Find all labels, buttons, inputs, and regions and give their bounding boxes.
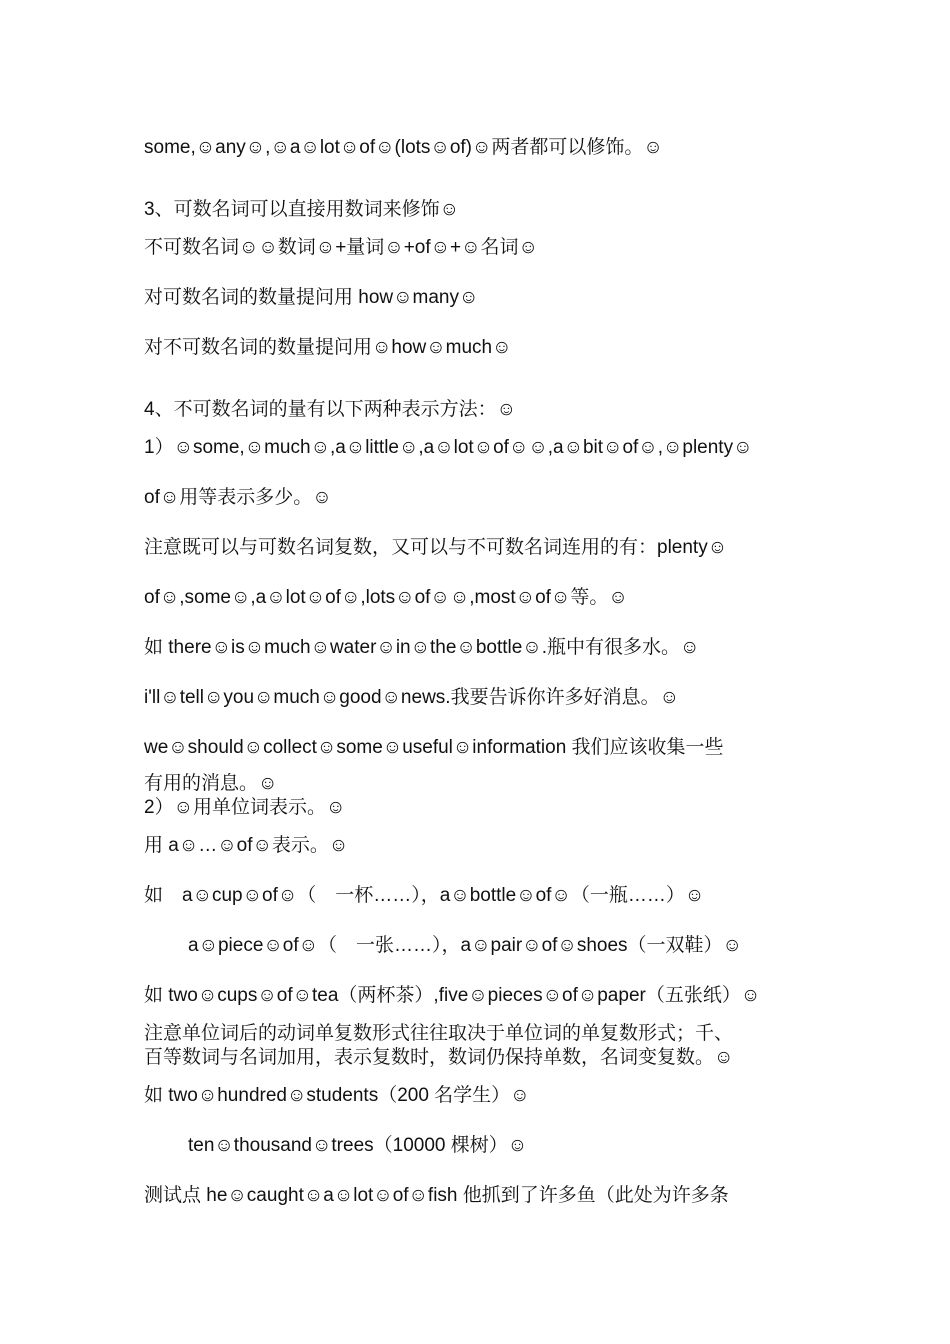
example-hundred-students: 如 two☺hundred☺students（200 名学生）☺ xyxy=(144,1085,530,1106)
example-cups-pieces: 如 two☺cups☺of☺tea（两杯茶）,five☺pieces☺of☺paper（五张纸）☺ xyxy=(144,985,761,1006)
line-note-both: 注意既可以与可数名词复数，又可以与不可数名词连用的有：plenty☺ xyxy=(144,537,728,558)
line-uncountable-formula: 不可数名词☺☺数词☺+量词☺+of☺+☺名词☺ xyxy=(144,237,538,258)
heading-rule-3: 3、可数名词可以直接用数词来修饰☺ xyxy=(144,199,459,220)
example-cup-bottle: 如 a☺cup☺of☺（ 一杯……），a☺bottle☺of☺（一瓶……）☺ xyxy=(144,885,705,906)
example-water: 如 there☺is☺much☺water☺in☺the☺bottle☺.瓶中有很多水。☺ xyxy=(144,637,700,658)
line-note-unit-words: 注意单位词后的动词单复数形式往往取决于单位词的单复数形式；千、 xyxy=(144,1023,734,1044)
line-how-much: 对不可数名词的数量提问用☺how☺much☺ xyxy=(144,337,512,358)
line-method-1: 1）☺some,☺much☺,a☺little☺,a☺lot☺of☺☺,a☺bit☺of☺,☺plenty☺ xyxy=(144,437,753,458)
line-how-many: 对可数名词的数量提问用 how☺many☺ xyxy=(144,287,479,308)
example-news: i'll☺tell☺you☺much☺good☺news.我要告诉你许多好消息。☺ xyxy=(144,687,679,708)
line-note-unit-words-cont: 百等数词与名词加用，表示复数时，数词仍保持单数，名词变复数。☺ xyxy=(144,1047,734,1068)
heading-rule-4: 4、不可数名词的量有以下两种表示方法：☺ xyxy=(144,399,516,420)
example-thousand-trees: ten☺thousand☺trees（10000 棵树）☺ xyxy=(188,1135,528,1156)
line-note-both-cont: of☺,some☺,a☺lot☺of☺,lots☺of☺☺,most☺of☺等。☺ xyxy=(144,587,628,608)
example-information-cont: 有用的消息。☺ xyxy=(144,773,278,794)
example-information: we☺should☺collect☺some☺useful☺information 我们应该收集一些 xyxy=(144,737,724,758)
example-piece-pair: a☺piece☺of☺（ 一张……），a☺pair☺of☺shoes（一双鞋）☺ xyxy=(188,935,742,956)
line-method-1-cont: of☺用等表示多少。☺ xyxy=(144,487,332,508)
line-test-point: 测试点 he☺caught☺a☺lot☺of☺fish 他抓到了许多鱼（此处为许多条 xyxy=(144,1185,729,1206)
line-some-any: some,☺any☺,☺a☺lot☺of☺(lots☺of)☺两者都可以修饰。☺ xyxy=(144,137,663,158)
line-method-2: 2）☺用单位词表示。☺ xyxy=(144,797,346,818)
line-a-of: 用 a☺…☺of☺表示。☺ xyxy=(144,835,349,856)
